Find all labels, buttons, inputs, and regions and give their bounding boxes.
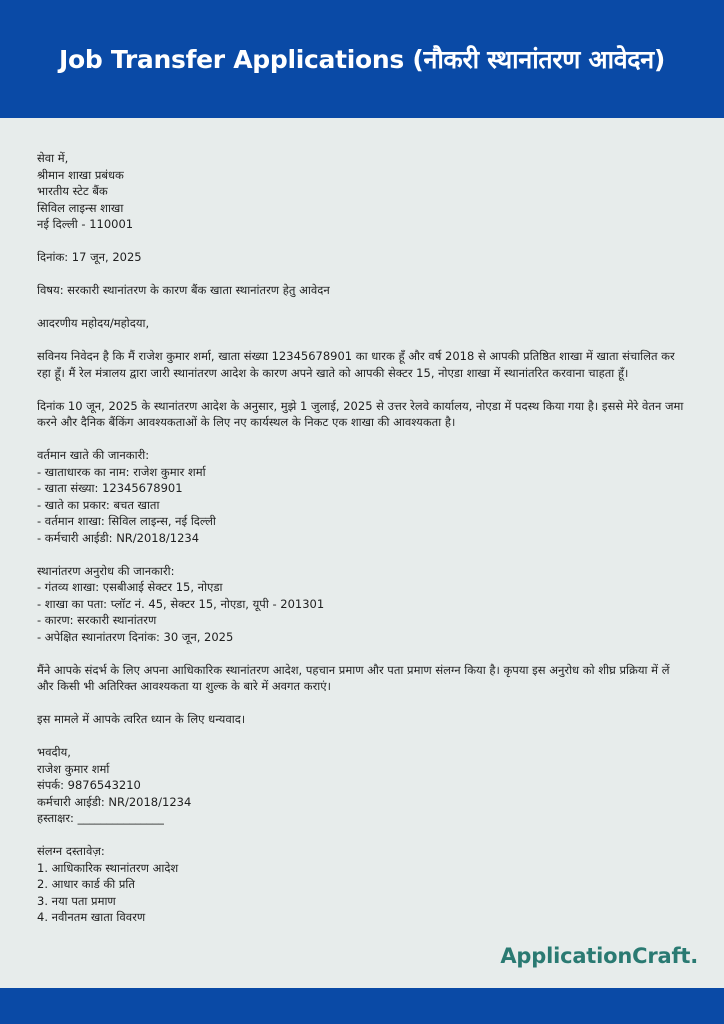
list-item: - कारण: सरकारी स्थानांतरण: [37, 613, 157, 627]
letter-date: दिनांक: 17 जून, 2025: [37, 250, 142, 264]
paragraph-reason: दिनांक 10 जून, 2025 के स्थानांतरण आदेश के अनुसार, मुझे 1 जुलाई, 2025 से उत्तर रेलवे कार्यालय, नोएडा में पदस्थ किया गया है। इससे मेरे वेतन जमा करने और दैनिक बैंकिंग आवश्यकताओं के लिए नए कार्यस्थल के निकट एक शाखा की आवश्यकता है।: [37, 398, 684, 429]
list-item: 3. नया पता प्रमाण: [37, 893, 116, 908]
address-line: सेवा में,: [37, 151, 69, 165]
closing-line: राजेश कुमार शर्मा: [37, 761, 110, 776]
account-details: [37, 447, 687, 546]
list-item: - खाते का प्रकार: बचत खाता: [37, 497, 160, 512]
paragraph-intro: सविनय निवेदन है कि मैं राजेश कुमार शर्मा, खाता संख्या 12345678901 का धारक हूँ और वर्ष 2018 से आपकी प्रतिष्ठित शाखा में खाता संचालित कर रहा हूँ। मैं रेल मंत्रालय द्वारा जारी स्थानांतरण आदेश के कारण अपने खाते को आपकी सेक्टर 15, नोएडा शाखा में स्थानांतरित करवाना चाहता हूँ।: [37, 349, 675, 380]
address-line: श्रीमान शाखा प्रबंधक: [37, 167, 124, 182]
transfer-details: [37, 563, 687, 646]
recipient-address: [37, 150, 687, 233]
list-item: 2. आधार कार्ड की प्रति: [37, 877, 135, 891]
list-item: - वर्तमान शाखा: सिविल लाइन्स, नई दिल्ली: [37, 514, 216, 528]
header-banner: [0, 0, 724, 118]
paragraph-attachments-note: मैंने आपके संदर्भ के लिए अपना आधिकारिक स्थानांतरण आदेश, पहचान प्रमाण और पता प्रमाण संलग्न किया है। कृपया इस अनुरोध को शीघ्र प्रक्रिया में लें और किसी भी अतिरिक्त आवश्यकता या शुल्क के बारे में अवगत कराएं।: [37, 662, 670, 693]
attachments-list: [37, 843, 687, 926]
list-item: - गंतव्य शाखा: एसबीआई सेक्टर 15, नोएडा: [37, 580, 223, 594]
section-heading: स्थानांतरण अनुरोध की जानकारी:: [37, 563, 175, 578]
section-heading: संलग्न दस्तावेज़:: [37, 844, 105, 858]
list-item: - शाखा का पता: प्लॉट नं. 45, सेक्टर 15, नोएडा, यूपी - 201301: [37, 596, 325, 611]
letter-closing: [37, 744, 687, 827]
list-item: - खाताधारक का नाम: राजेश कुमार शर्मा: [37, 464, 206, 479]
page-title: Job Transfer Applications (नौकरी स्थानांतरण आवेदन): [59, 45, 665, 74]
closing-line: भवदीय,: [37, 745, 71, 759]
letter-salutation: आदरणीय महोदय/महोदया,: [37, 316, 150, 330]
list-item: 1. आधिकारिक स्थानांतरण आदेश: [37, 860, 179, 875]
closing-line: संपर्क: 9876543210: [37, 778, 141, 792]
list-item: 4. नवीनतम खाता विवरण: [37, 910, 146, 924]
list-item: - खाता संख्या: 12345678901: [37, 481, 183, 495]
thanks-line: इस मामले में आपके त्वरित ध्यान के लिए धन्यवाद।: [37, 712, 246, 726]
section-heading: वर्तमान खाते की जानकारी:: [37, 448, 150, 462]
address-line: सिविल लाइन्स शाखा: [37, 200, 124, 215]
list-item: - अपेक्षित स्थानांतरण दिनांक: 30 जून, 2025: [37, 629, 234, 644]
signature-line: हस्ताक्षर: _______________: [37, 811, 164, 825]
closing-line: कर्मचारी आईडी: NR/2018/1234: [37, 794, 192, 809]
letter-subject: विषय: सरकारी स्थानांतरण के कारण बैंक खाता स्थानांतरण हेतु आवेदन: [37, 283, 330, 297]
letter-body: [37, 150, 687, 942]
brand-logo: ApplicationCraft.: [500, 944, 698, 968]
address-line: नई दिल्ली - 110001: [37, 217, 134, 231]
list-item: - कर्मचारी आईडी: NR/2018/1234: [37, 530, 200, 545]
address-line: भारतीय स्टेट बैंक: [37, 184, 108, 198]
footer-banner: [0, 988, 724, 1024]
